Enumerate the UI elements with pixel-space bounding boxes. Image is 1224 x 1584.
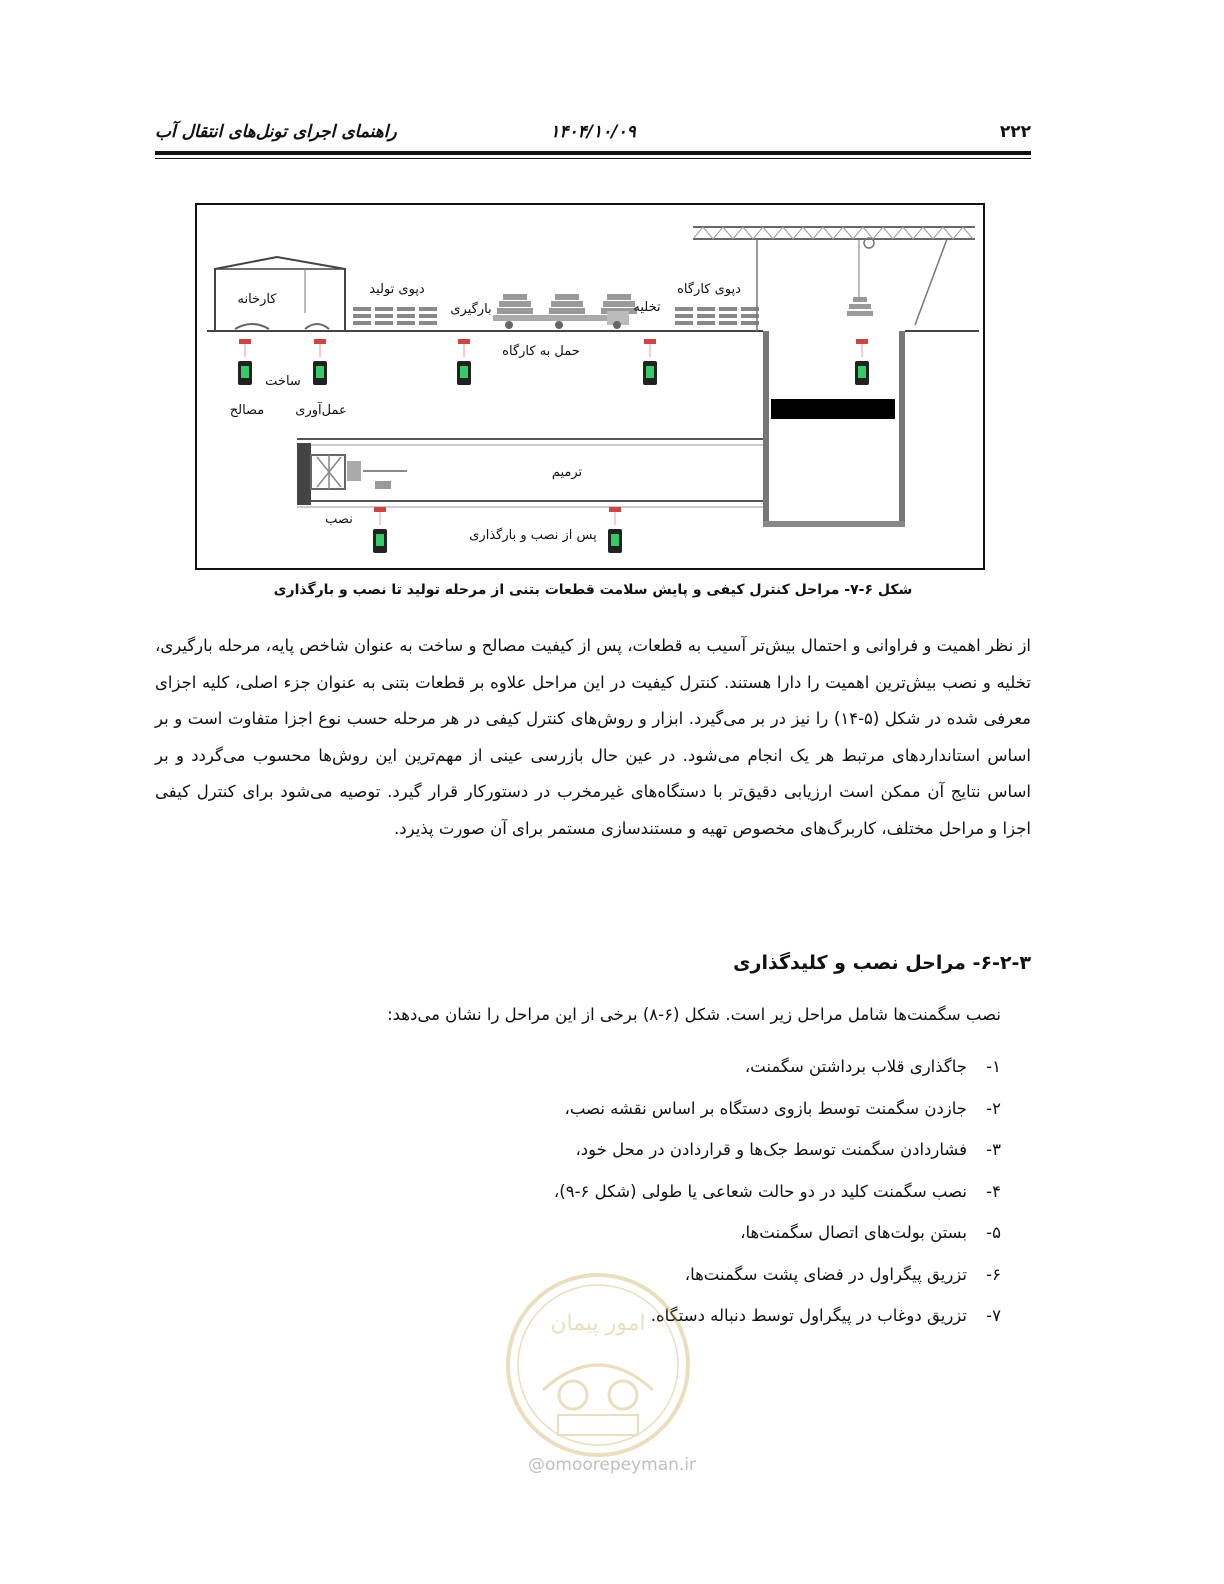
label-factory: کارخانه [237,292,277,307]
book-title: راهنمای اجرای تونل‌های انتقال آب [155,122,397,142]
step-number: ۴- [986,1181,1001,1201]
label-fabrication: ساخت [265,374,301,389]
label-materials: مصالح [229,403,265,418]
label-unloading: تخلیه [633,300,661,315]
label-transport: حمل به کارگاه [502,344,580,359]
header-date: ۱۴۰۴/۱۰/۰۹ [550,122,636,142]
step-text: فشاردادن سگمنت توسط جک‌ها و قراردادن در محل خود، [575,1140,967,1160]
step-number: ۱- [986,1057,1001,1077]
figure-diagram [197,205,983,568]
step-number: ۲- [986,1098,1001,1118]
step-text: نصب سگمنت کلید در دو حالت شعاعی یا طولی (شکل ۶-۹)، [553,1181,967,1201]
watermark-url: @omoorepeyman.ir [527,1455,697,1475]
list-item [301,1088,1001,1130]
figure-caption: شکل ۶-۷- مراحل کنترل کیفی و پایش سلامت قطعات بتنی از مرحله تولید تا نصب و بارگذاری [273,582,913,598]
label-site-depot: دپوی کارگاه [677,282,741,297]
label-loading: بارگیری [450,302,492,317]
label-installation: نصب [325,512,353,527]
list-item [301,1212,1001,1254]
label-production-depot: دپوی تولید [369,282,425,297]
label-repair: ترمیم [551,465,583,480]
step-text: بستن بولت‌های اتصال سگمنت‌ها، [740,1223,967,1243]
stamp-text: امور پیمان [550,1311,646,1336]
list-item [301,1171,1001,1213]
step-number: ۶- [986,1264,1001,1284]
section-heading: ۶-۲-۳- مراحل نصب و کلیدگذاری [733,952,1031,974]
list-item [301,1046,1001,1088]
step-text: جازدن سگمنت توسط بازوی دستگاه بر اساس نقشه نصب، [564,1098,967,1118]
step-text: جاگذاری قلاب برداشتن سگمنت، [744,1057,967,1077]
step-number: ۵- [986,1223,1001,1243]
body-paragraph: از نظر اهمیت و فراوانی و احتمال بیش‌تر آسیب به قطعات، پس از کیفیت مصالح و ساخت به عنوان شاخص پایه، مرحله بارگیری، تخلیه و نصب بیش‌ترین اهمیت را دارا هستند. کنترل کیفیت در این مراحل علاوه بر قطعات بتنی به عنوان جزء اصلی، کلیه اجزای معرفی شده در شکل (۵-۱۴) را نیز در بر می‌گیرد. ابزار و روش‌های کنترل کیفی در هر مرحله حسب نوع اجزا متفاوت است و بر اساس استانداردهای مرتبط هر یک انجام می‌شود. در عین حال بازرسی عینی از مهم‌ترین این روش‌ها محسوب می‌گردد و بر اساس نتایج آن ممکن است ارزیابی دقیق‌تر با دستگاه‌های غیرمخرب در دستورکار قرار گیرد. توصیه می‌شود برای کنترل کیفی اجزا و مراحل مختلف، کاربرگ‌های مخصوص تهیه و مستندسازی مستمر برای آن صورت پذیرد. [155,636,1031,838]
step-number: ۳- [986,1140,1001,1160]
step-text: تزریق دوغاب در پیگراول توسط دنباله دستگاه. [650,1306,967,1326]
list-intro: نصب سگمنت‌ها شامل مراحل زیر است. شکل (۶-۸) برخی از این مراحل را نشان می‌دهد: [387,1005,1001,1024]
figure-qc-stages [195,203,985,570]
header-rule-thin [155,158,1031,159]
label-after-installation: پس از نصب و بارگذاری [469,528,597,543]
stamp-logo [503,1270,693,1460]
header-rule-thick [155,151,1031,155]
at-icon: @ [527,1455,545,1475]
step-number: ۷- [986,1306,1001,1326]
list-item [301,1129,1001,1171]
page-number: ۲۲۲ [999,122,1031,142]
label-curing: عمل‌آوری [295,403,347,418]
step-text: تزریق پیگراول در فضای پشت سگمنت‌ها، [684,1264,967,1284]
